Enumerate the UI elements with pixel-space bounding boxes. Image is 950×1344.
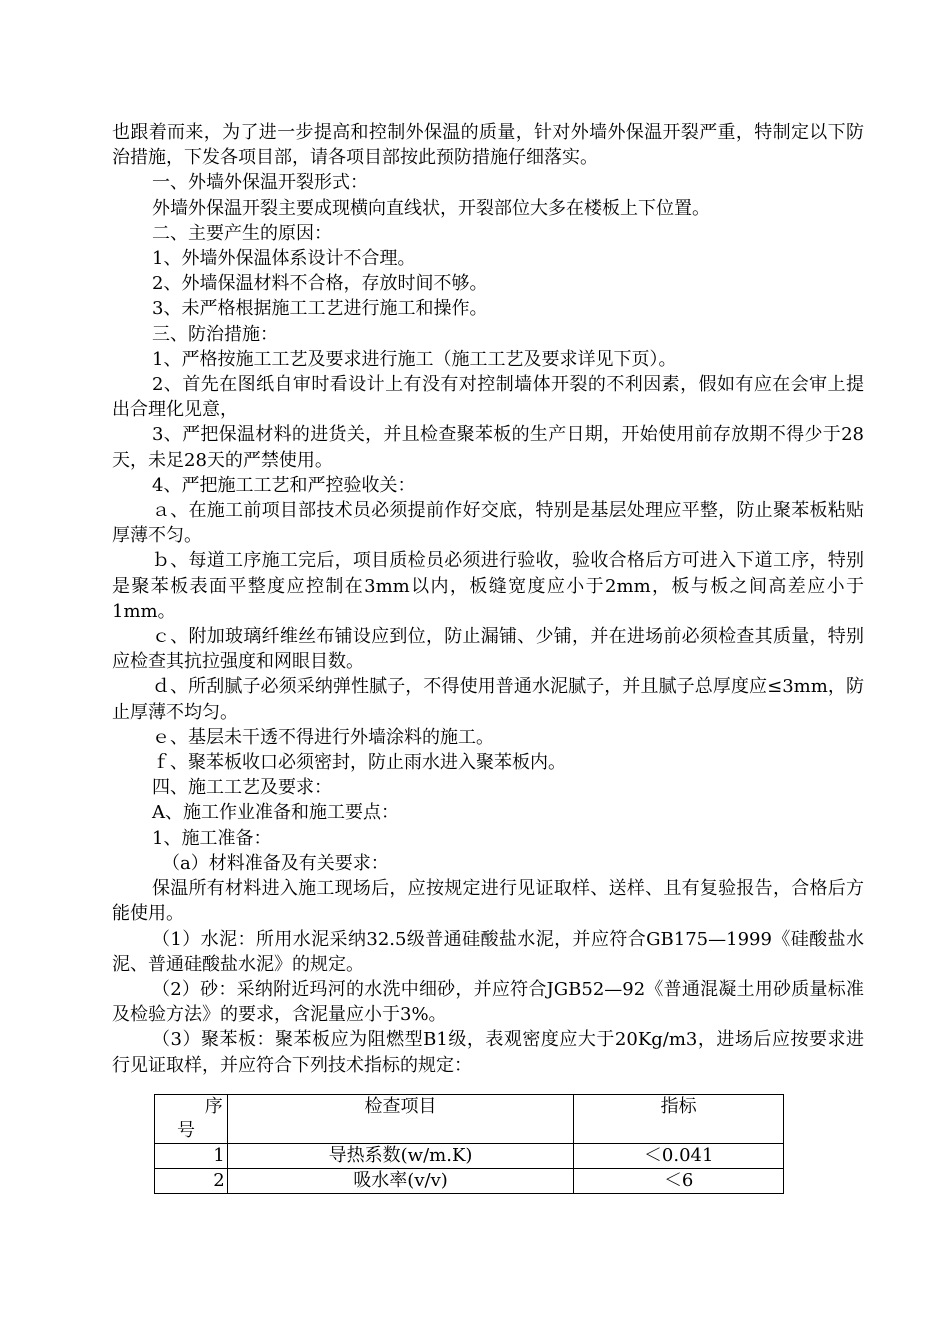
cell-item: 吸水率(v/v) [227, 1169, 574, 1194]
cell-indicator: ＜6 [574, 1169, 784, 1194]
sub-item-f: ｆ、聚苯板收口必须密封，防止雨水进入聚苯板内。 [152, 752, 566, 774]
cell-item: 导热系数(w/m.K) [227, 1144, 574, 1169]
intro-paragraph: 也跟着而来，为了进一步提高和控制外保温的质量，针对外墙外保温开裂严重，特制定以下防治措施，下发各项目部，请各项目部按此预防措施仔细落实。 [112, 122, 864, 169]
cell-indicator: ＜0.041 [574, 1144, 784, 1169]
header-no [155, 1095, 228, 1144]
section-heading-1: 一、外墙外保温开裂形式： [152, 172, 368, 194]
paragraph: 保温所有材料进入施工现场后，应按规定进行见证取样、送样、且有复验报告，合格后方能使用。 [112, 878, 864, 925]
list-item: 3、严把保温材料的进货关，并且检查聚苯板的生产日期，开始使用前存放期不得少于28天，未足28天的严禁使用。 [112, 424, 864, 471]
spec-table [154, 1094, 784, 1194]
cell-no: 2 [155, 1169, 228, 1194]
list-item: 4、严把施工工艺和严控验收关： [152, 474, 416, 496]
section-heading-3: 三、防治措施： [152, 323, 278, 345]
header-item: 检查项目 [227, 1095, 574, 1144]
table-header-row [155, 1095, 784, 1144]
cell-no: 1 [155, 1144, 228, 1169]
sub-item-a: ａ、在施工前项目部技术员必须提前作好交底，特别是基层处理应平整，防止聚苯板粘贴厚薄不匀。 [112, 500, 864, 547]
section-heading-2: 二、主要产生的原因： [152, 222, 332, 244]
material-item: （3）聚苯板：聚苯板应为阻燃型B1级，表观密度应大于20Kg/m3，进场后应按要求进行见证取样，并应符合下列技术指标的规定： [112, 1029, 864, 1076]
sub-item-c: ｃ、附加玻璃纤维丝布铺设应到位，防止漏铺、少铺，并在进场前必须检查其质量，特别应检查其抗拉强度和网眼目数。 [112, 626, 864, 673]
header-no-part2: 号 [177, 1120, 195, 1141]
list-item: 2、外墙保温材料不合格，存放时间不够。 [152, 273, 488, 295]
sub-item-e: ｅ、基层未干透不得进行外墙涂料的施工。 [152, 726, 494, 748]
table-row [155, 1144, 784, 1169]
sub-item-b: ｂ、每道工序施工完后，项目质检员必须进行验收，验收合格后方可进入下道工序，特别是聚苯板表面平整度应控制在3mm以内，板缝宽度应小于2mm，板与板之间高差应小于1mm。 [112, 550, 864, 622]
material-item: （1）水泥：所用水泥采纳32.5级普通硅酸盐水泥，并应符合GB175—1999《硅酸盐水泥、普通硅酸盐水泥》的规定。 [112, 928, 864, 975]
list-item: （a）材料准备及有关要求： [162, 852, 389, 874]
list-item: 1、严格按施工工艺及要求进行施工（施工工艺及要求详见下页）。 [152, 348, 677, 370]
document-body [112, 120, 864, 1078]
section-heading-4: 四、施工工艺及要求： [152, 777, 332, 799]
list-item: 1、外墙外保温体系设计不合理。 [152, 248, 416, 270]
list-item: 2、首先在图纸自审时看设计上有没有对控制墙体开裂的不利因素，假如有应在会审上提出合理化见意， [112, 374, 864, 421]
list-item: 3、未严格根据施工工艺进行施工和操作。 [152, 298, 488, 320]
list-item: 1、施工准备： [152, 827, 272, 849]
material-item: （2）砂：采纳附近玛河的水洗中细砂，并应符合JGB52—92《普通混凝土用砂质量标准及检验方法》的要求，含泥量应小于3%。 [112, 978, 864, 1026]
paragraph: 外墙外保温开裂主要成现横向直线状，开裂部位大多在楼板上下位置。 [152, 197, 710, 219]
sub-item-d: ｄ、所刮腻子必须采纳弹性腻子，不得使用普通水泥腻子，并且腻子总厚度应≤3mm，防止厚薄不均匀。 [112, 676, 864, 723]
header-no-part1: 序 [204, 1096, 223, 1117]
table-row [155, 1169, 784, 1194]
header-indicator: 指标 [574, 1095, 784, 1144]
subsection-heading: A、施工作业准备和施工要点： [152, 802, 399, 824]
